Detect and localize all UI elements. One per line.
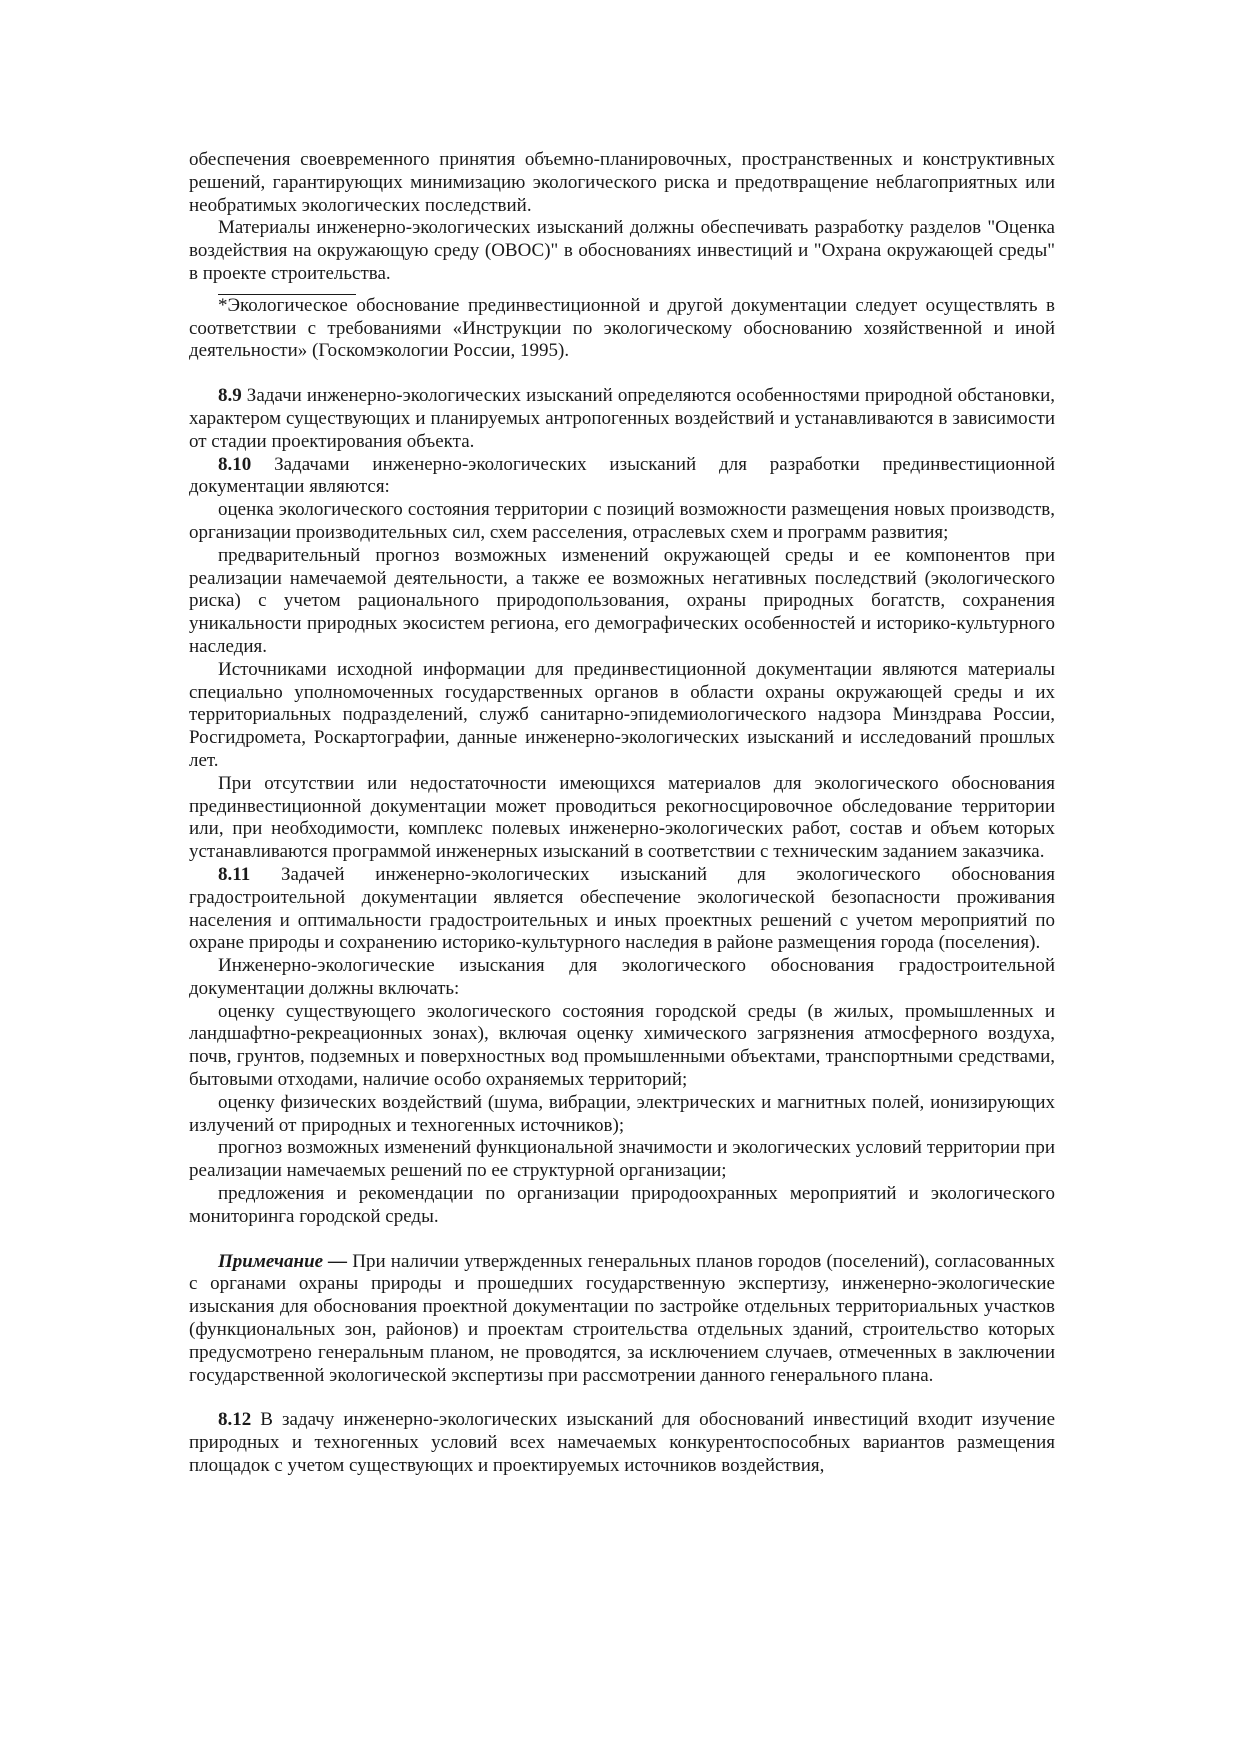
section-8-10	[189, 454, 1055, 500]
spacer	[189, 363, 1055, 385]
note-text: При наличии утвержденных генеральных планов городов (поселений), согласованных с органами охраны природы и прошедших государственную экспертизу, инженерно-экологические изыскания для обоснования проектной документации по застройке отдельных территориальных участков (функциональных зон, районов) и проектам строительства отдельных зданий, строительство которых предусмотрено генеральным планом, не проводятся, за исключением случаев, отмеченных в заключении государственной экологической экспертизы при рассмотрении данного генерального плана.	[189, 1250, 1055, 1386]
paragraph-continuation: обеспечения своевременного принятия объемно-планировочных, пространственных и конструктивных решений, гарантирующих минимизацию экологического риска и предотвращение неблагоприятных или необратимых экологических последствий.	[189, 149, 1055, 216]
section-number: 8.12	[218, 1409, 252, 1431]
section-8-11	[189, 864, 1055, 955]
spacer	[189, 1387, 1055, 1409]
paragraph-ovos: Материалы инженерно-экологических изысканий должны обеспечивать разработку разделов "Оценка воздействия на окружающую среду (ОВОС)" в обоснованиях инвестиций и "Охрана окружающей среды" в проекте строительства.	[189, 217, 1055, 284]
section-number: 8.10	[218, 453, 252, 475]
section-number: 8.9	[218, 385, 242, 407]
section-text: В задачу инженерно-экологических изысканий для обоснований инвестиций входит изучение природных и техногенных условий всех намечаемых конкурентоспособных вариантов размещения площадок с учетом существующих и проектируемых источников воздействия,	[189, 1409, 1055, 1477]
footnote: *Экологическое обоснование прединвестиционной и другой документации следует осуществлять в соответствии с требованиями «Инструкции по экологическому обоснованию хозяйственной и иной деятельности» (Госкомэкологии России, 1995).	[189, 294, 1055, 362]
list-item: оценка экологического состояния территории с позиций возможности размещения новых производств, организации производительных сил, схем расселения, отраслевых схем и программ развития;	[189, 499, 1055, 543]
spacer	[189, 1229, 1055, 1251]
note-label: Примечание —	[218, 1250, 348, 1272]
section-number: 8.11	[218, 863, 251, 885]
section-text: Задачами инженерно-экологических изысканий для разработки прединвестиционной документации являются:	[189, 453, 1055, 498]
section-8-12	[189, 1409, 1055, 1477]
list-item: оценку существующего экологического состояния городской среды (в жилых, промышленных и ландшафтно-рекреационных зонах), включая оценку химического загрязнения атмосферного воздуха, почв, грунтов, подземных и поверхностных вод промышленными объектами, транспортными средствами, бытовыми отходами, наличие особо охраняемых территорий;	[189, 1000, 1055, 1091]
list-item: предложения и рекомендации по организации природоохранных мероприятий и экологического мониторинга городской среды.	[189, 1183, 1055, 1227]
section-text: Задачей инженерно-экологических изысканий для экологического обоснования градостроительной документации является обеспечение экологической безопасности проживания населения и оптимальности градостроительных и иных проектных решений с учетом мероприятий по охране природы и сохранению историко-культурного наследия в районе размещения города (поселения).	[189, 863, 1055, 954]
paragraph: Источниками исходной информации для прединвестиционной документации являются материалы специально уполномоченных государственных органов в области охраны окружающей среды и их территориальных подразделений, служб санитарно-эпидемиологического надзора Минздрава России, Росгидромета, Роскартографии, данные инженерно-экологических изысканий и исследований прошлых лет.	[189, 658, 1055, 771]
section-text: Задачи инженерно-экологических изысканий определяются особенностями природной обстановки, характером существующих и планируемых антропогенных воздействий и устанавливаются в зависимости от стадии проектирования объекта.	[189, 385, 1055, 452]
list-item: прогноз возможных изменений функциональной значимости и экологических условий территории при реализации намечаемых решений по ее структурной организации;	[189, 1137, 1055, 1182]
note	[189, 1251, 1055, 1388]
list-item: предварительный прогноз возможных изменений окружающей среды и ее компонентов при реализации намечаемой деятельности, а также ее возможных негативных последствий (экологического риска) с учетом рационального природопользования, охраны природных богатств, сохранения уникальности природных экосистем региона, его демографических особенностей и историко-культурного наследия.	[189, 544, 1055, 657]
paragraph: Инженерно-экологические изыскания для экологического обоснования градостроительной документации должны включать:	[189, 955, 1055, 999]
paragraph: При отсутствии или недостаточности имеющихся материалов для экологического обоснования прединвестиционной документации может проводиться рекогносцировочное обследование территории или, при необходимости, комплекс полевых инженерно-экологических работ, состав и объем которых устанавливаются программой инженерных изысканий в соответствии с техническим заданием заказчика.	[189, 772, 1055, 863]
document-page	[189, 149, 1055, 1478]
section-8-9	[189, 385, 1055, 453]
list-item: оценку физических воздействий (шума, вибрации, электрических и магнитных полей, ионизирующих излучений от природных и техногенных источников);	[189, 1091, 1055, 1136]
